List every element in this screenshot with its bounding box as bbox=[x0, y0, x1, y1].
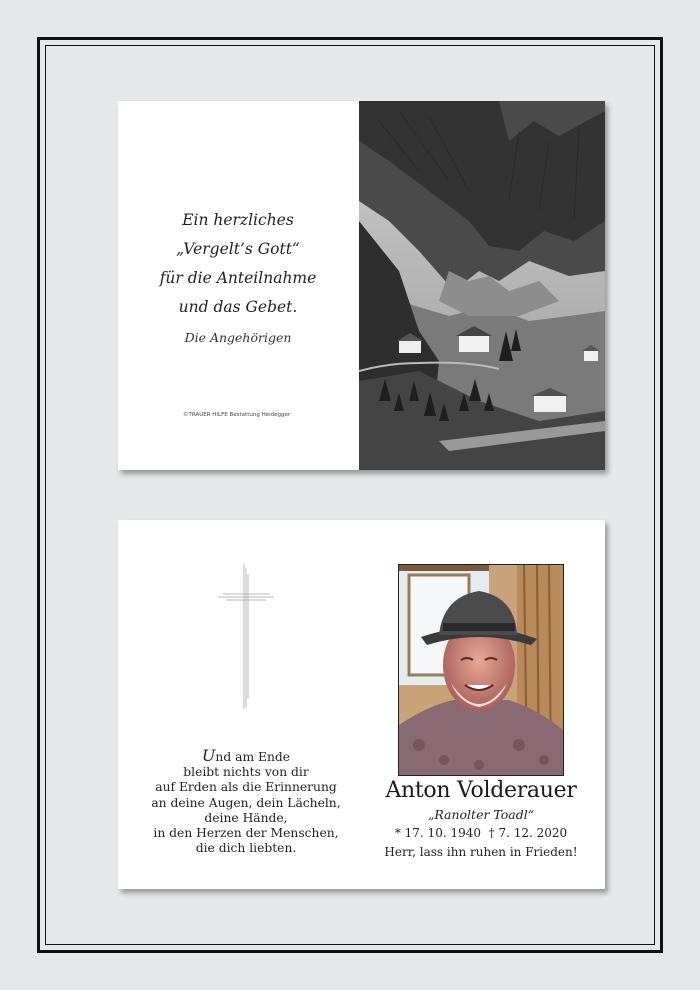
thanks-line-3: für die Anteilnahme bbox=[159, 269, 317, 287]
life-dates bbox=[376, 826, 586, 840]
poem-line-2: bleibt nichts von dir bbox=[183, 765, 309, 780]
thank-you-card bbox=[118, 101, 605, 470]
birth-date: 17. 10. 1940 bbox=[404, 826, 481, 840]
portrait-photo bbox=[398, 564, 564, 776]
poem-line-4: an deine Augen, dein Lächeln, bbox=[151, 795, 341, 810]
death-date: 7. 12. 2020 bbox=[498, 826, 568, 840]
death-symbol: † bbox=[488, 826, 495, 840]
mountain-valley-photo bbox=[359, 101, 605, 470]
birth-symbol: * bbox=[394, 826, 401, 840]
memorial-poem bbox=[118, 748, 374, 856]
thanks-line-4: und das Gebet. bbox=[178, 298, 298, 316]
signoff: Die Angehörigen bbox=[184, 330, 292, 345]
poem-line-6: in den Herzen der Menschen, bbox=[153, 826, 339, 841]
cross-icon bbox=[218, 564, 274, 709]
thanks-message bbox=[118, 206, 358, 322]
poem-initial: U bbox=[201, 746, 216, 765]
imprint: ©TRAUER HILFE Bestattung Heidegger bbox=[183, 412, 291, 418]
deceased-name: Anton Volderauer bbox=[385, 778, 577, 803]
poem-line-7: die dich liebten. bbox=[195, 841, 297, 856]
prayer-line: Herr, lass ihn ruhen in Frieden! bbox=[384, 845, 578, 859]
thanks-line-1: Ein herzliches bbox=[182, 211, 294, 229]
poem-line-1: nd am Ende bbox=[215, 750, 291, 764]
poem-line-5: deine Hände, bbox=[204, 810, 288, 825]
deceased-nickname: „Ranolter Toadl“ bbox=[427, 807, 535, 822]
memorial-card bbox=[118, 520, 605, 889]
thanks-line-2: „Vergelt’s Gott“ bbox=[176, 240, 300, 258]
poem-line-3: auf Erden als die Erinnerung bbox=[155, 780, 337, 795]
